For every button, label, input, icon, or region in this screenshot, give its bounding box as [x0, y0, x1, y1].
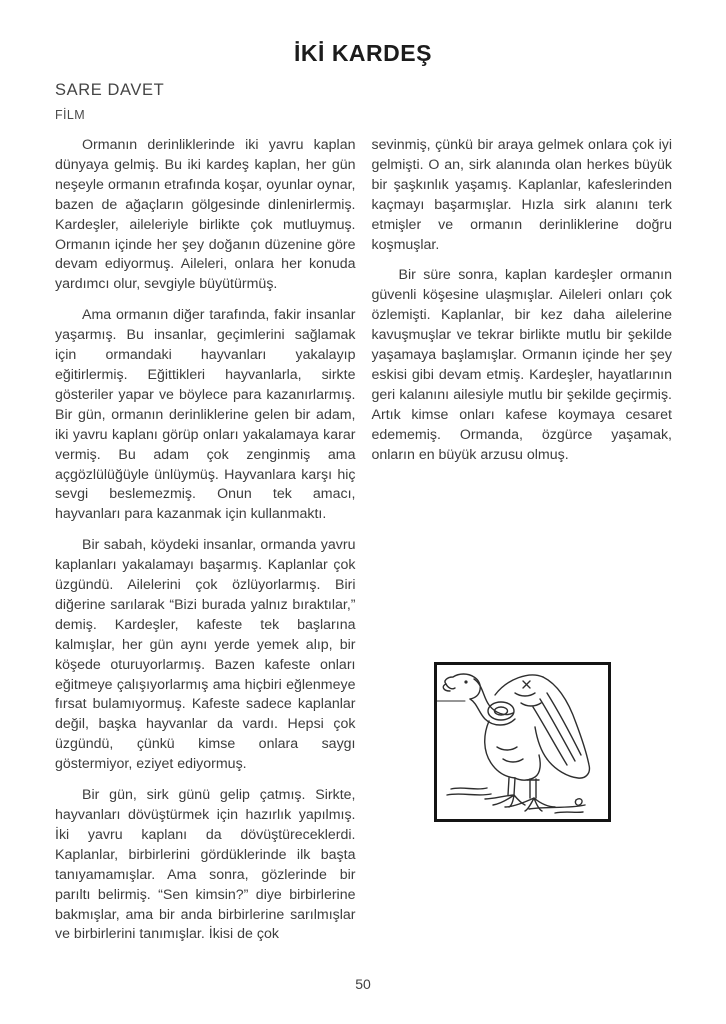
page-title: İKİ KARDEŞ — [294, 40, 432, 66]
author-name: SARE DAVET — [55, 81, 165, 99]
two-column-text — [55, 136, 672, 956]
story-paragraph: Ormanın derinliklerinde iki yavru kaplan dünyaya gelmiş. Bu iki kardeş kaplan, her gün neşeyle ormanın etrafında koşar, oyunlar oynar, bazen de ağaçların gölgesinde dinlenirlermiş. Kardeşler, aileleriyle birlikte çok mutluymuş. Ormanın içinde her şey doğanın düzenine göre devam ediyormuş. Aileleri, onlara her konuda yardımcı olur, sevgiyle büyütürmüş. — [55, 137, 356, 293]
story-paragraph-continuation: sevinmiş, çünkü bir araya gelmek onlara çok iyi gelmişti. O an, sirk alanında olan herkes büyük bir şaşkınlık yaşamış. Kaplanlar, kafeslerinden kaçmayı başarmışlar. Hızla sirk alanını terk etmişler ve ormanın derinliklerine doğru koşmuşlar. — [371, 137, 672, 253]
story-paragraph: Bir süre sonra, kaplan kardeşler ormanın güvenli köşesine ulaşmışlar. Aileleri onları çok özlemişti. Kaplanlar, bir kez daha ailelerine kavuşmuşlar ve tekrar birlikte mutlu bir şekilde yaşamaya başlamışlar. Ormanın içinde her şey eskisi gibi devam etmiş. Kardeşler, hayatlarının geri kalanını ailesiyle mutlu bir şekilde geçirmiş. Artık kimse onları kafese koymaya cesaret edememiş. Ormanda, özgürce yaşamak, onların en büyük arzusu olmuş. — [371, 267, 672, 463]
vulture-illustration — [434, 662, 611, 822]
story-paragraph: Bir sabah, köydeki insanlar, ormanda yavru kaplanları yakalamayı başarmış. Kaplanlar çok üzgündü. Ailelerini çok özlüyorlarmış. Biri diğerine sarılarak “Bizi burada yalnız bıraktılar,” demiş. Kardeşler, kafeste tek başlarına kalmışlar, her gün aynı yerde yemek alıp, bir köşede oturuyorlarmış. Bazen kafeste onları eğitmeye çalışıyorlarmış ama hiçbiri eğlenmeye fırsat bulamıyormuş. Kafeste sadece kaplanlar değil, başka hayvanlar da vardı. Hepsi çok üzgündü, çünkü kimse onlara saygı göstermiyor, eziyet ediyormuş. — [55, 537, 356, 773]
story-paragraph: Bir gün, sirk günü gelip çatmış. Sirkte, hayvanları dövüştürmek için hazırlık yapılmış. İki yavru kaplanı da dövüştüreceklerdi. Kaplanlar, birbirlerini gördüklerinde ilk başta tanıyamamışlar. Ama sonra, gözlerinde bir parıltı belirmiş. “Sen kimsin?” diye birbirlerine bakmışlar, ama bir anda birbirlerine sarılmışlar ve birbirlerini tanımışlar. İkisi de çok — [55, 787, 356, 943]
right-column — [372, 136, 673, 956]
vulture-drawing-icon — [437, 665, 608, 819]
page-number: 50 — [355, 976, 371, 992]
story-paragraph: Ama ormanın diğer tarafında, fakir insanlar yaşarmış. Bu insanlar, geçimlerini sağlamak için ormandaki hayvanları yakalayıp eğitirlermiş. Eğittikleri hayvanlarla, sirkte gösteriler yapar ve böylece para kazanırlarmış. Bir gün, ormanın derinliklerine gelen bir adam, iki yavru kaplanı görüp onları yakalamaya karar vermiş. Bu adam çok zenginmiş ama açgözlülüğüyle ünlüymüş. Hayvanlara karşı hiç sevgi beslemezmiş. Onun tek amacı, hayvanları para kazanmak için kullanmaktı. — [55, 307, 356, 523]
category-label: FİLM — [55, 108, 86, 122]
left-column — [55, 136, 356, 956]
